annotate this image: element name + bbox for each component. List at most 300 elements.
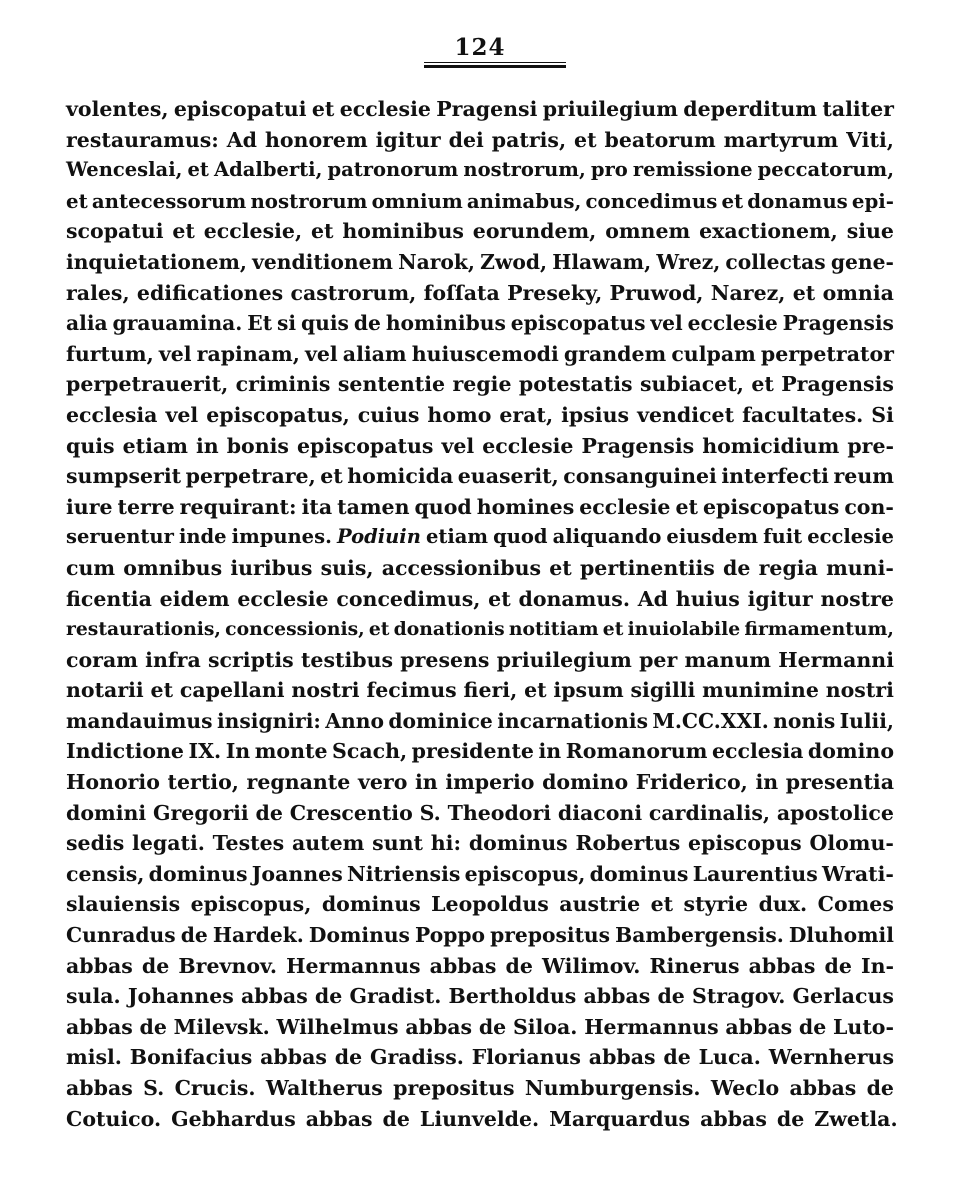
word: Milevsk. [173,1014,270,1039]
word: collectas [725,249,826,274]
word: Hlawam, [552,249,652,274]
word: Laurentius [692,861,818,886]
word: dei [448,127,484,152]
word: martyrum [723,127,839,152]
word: dux. [758,892,808,917]
word: homo [427,402,492,427]
word: donamus. [518,586,630,611]
word: vel [650,311,683,336]
word: muni- [826,555,894,580]
word: nostre [820,586,894,611]
word: abbas [748,953,816,978]
word: omnia [822,280,894,305]
text-line [66,951,894,982]
word: notitiam [508,618,599,641]
word: consanguinei [563,464,717,489]
header-rule-thin [424,62,566,63]
word: priuilegium [542,97,678,121]
word: ita [301,494,333,519]
word: episcopatus [297,433,434,458]
text-line [66,1042,894,1073]
word: facultates. [742,402,864,427]
text-line [66,767,894,798]
word: de [798,1014,827,1039]
text-line [66,553,894,584]
word: de [824,953,852,978]
text-line [66,431,894,462]
word: epi- [851,188,894,213]
word: Stragov. [692,984,786,1009]
word: igitur [375,127,441,152]
word: Wilhelmus [276,1014,399,1039]
word: vel [158,341,192,366]
word: pertinentiis [579,555,715,580]
word: testibus [300,647,394,672]
text-line [66,645,894,676]
word: de [866,1076,894,1100]
text-line [66,369,894,400]
word: abbas [429,953,497,978]
word: Olomu- [809,831,894,856]
word: Numburgensis. [524,1076,701,1100]
word: rapinam, [196,341,300,366]
word: Bambergensis. [615,923,784,948]
word: abbas [700,1106,767,1131]
word: venditionem [252,249,393,274]
word: Siloa. [512,1014,578,1039]
word: interfecti [721,464,829,489]
word: Hermannus [584,1014,719,1039]
word: de [776,1106,805,1131]
word: abbas [260,1045,327,1070]
word: Narok, [398,249,475,274]
word: pre- [847,433,894,458]
word: nostrorum [250,188,368,213]
page-number: 124 [454,34,506,61]
word: aliam [342,341,407,366]
word: Hardek. [212,923,304,948]
text-line [66,522,894,553]
word: omnium [371,188,463,213]
text-line [66,920,894,951]
word: presidente [411,739,534,764]
word: gene- [830,249,894,274]
word: firmamentum, [744,618,894,641]
word: Marquardus [549,1106,691,1131]
word: antecessorum [91,188,247,213]
word: euaserit, [457,464,559,489]
word: sula. [66,984,121,1009]
word: subiacet, [639,372,744,397]
word: dominus [468,831,568,856]
word: de [314,984,343,1009]
word: deperditum [683,97,817,121]
word: Crucis. [174,1076,256,1100]
word: imperio [445,770,535,795]
word: seruentur [66,525,174,549]
word: taliter [822,97,894,121]
word: episcopus, [190,892,312,917]
word: eorundem, [472,219,597,244]
word: beatorum [604,127,716,152]
word: cuius [357,402,420,427]
word: iure [66,494,113,519]
body-text [66,94,898,1134]
word: Luto- [833,1014,894,1039]
word: et [310,219,334,244]
word: et [320,464,343,489]
word: et [150,678,174,703]
word: notarii [66,678,144,703]
word: Gebhardus [171,1106,296,1131]
word: ecclesia [711,739,804,764]
word: et [524,678,547,703]
word: episcopus [688,831,802,856]
word: vel [165,402,199,427]
word: priuilegium [496,647,632,672]
text-line [66,798,894,829]
word: de [382,1106,410,1131]
text-line [66,247,894,278]
word: impunes. [231,525,332,549]
word: scopatui [66,219,164,244]
word: et [792,280,816,305]
word: M.CC.XXI. [652,708,769,733]
word: abbas [588,1045,656,1070]
header-rule-thick [424,65,566,68]
word: inquietationem, [66,249,247,274]
word: dominus [321,892,421,917]
word: Gradiss. [369,1045,464,1070]
word: pro [590,158,628,182]
word: sedis [66,831,125,856]
word: censis, [66,861,145,886]
text-line [66,859,894,890]
word: fieri, [463,678,518,703]
word: aliquando [552,525,662,549]
word: Waltherus [265,1076,383,1100]
word: inde [178,525,227,549]
word: S. [419,800,441,825]
word: et [187,158,209,182]
word: ficentia [66,586,152,611]
text-line [66,339,894,370]
text-line [66,1073,894,1104]
text-line [66,308,894,339]
word: et [650,892,674,917]
text-line [66,614,894,645]
word: erat, [499,402,554,427]
word: Joannes [251,861,343,886]
word: domino [542,770,629,795]
word: Wilimov. [542,953,641,978]
word: in [538,739,562,764]
word: Nitriensis [347,861,461,886]
word: presentia [785,770,894,795]
word: Narez, [710,280,786,305]
word: etiam [425,525,489,549]
word: Liunvelde. [419,1106,540,1131]
word: Cotuico. [66,1106,162,1131]
word: de [353,311,381,336]
word: honorem [264,127,368,152]
word: de [255,800,283,825]
word: abbas [789,1076,857,1100]
word: cardinalis, [648,800,771,825]
word: et [751,372,774,397]
word: Iulii, [839,708,894,733]
word: dominus [589,861,689,886]
text-line [66,1012,894,1043]
word: homines [476,494,575,519]
word: volentes, [66,97,169,121]
word: austrie [559,892,641,917]
word: Hermannus [286,953,421,978]
word: grauamina. [112,311,243,336]
word: slauiensis [66,892,181,917]
word: Gerlacus [792,984,894,1009]
word: et [488,586,511,611]
word: et [602,618,624,641]
word: Friderico, [635,770,748,795]
word: furtum, [66,341,154,366]
word: de [180,923,208,948]
word: concedimus, [336,586,481,611]
word: vero [357,770,408,795]
word: nostrorum, [463,158,586,182]
text-line [66,828,894,859]
word: Zwetla. [814,1106,898,1131]
word: In- [860,953,894,978]
word: etiam [122,433,188,458]
word: Dominus [308,923,410,948]
word: perpetrator [760,341,894,366]
word: Florianus [471,1045,581,1070]
word: vel [304,341,338,366]
word: hominibus [385,311,506,336]
text-line [66,981,894,1012]
word: accessionibus [381,555,542,580]
word: fuit [763,525,803,549]
word: huius [675,586,740,611]
word: Johannes [127,984,234,1009]
word: bonis [226,433,289,458]
word: requirant: [179,494,297,519]
word: regnante [246,770,351,795]
word: Ad [637,586,668,611]
word: iuribus [230,555,313,580]
word: Pragensis [781,372,894,397]
word: sumpserit [66,464,182,489]
word: presens [400,647,490,672]
word: nonis [773,708,836,733]
text-line [66,216,894,247]
word: prepositus [393,1076,515,1100]
word: et [172,219,195,244]
word: homicidium [702,433,840,458]
word: regia [758,555,818,580]
text-line [66,1104,898,1135]
text-line [66,706,894,737]
word: vendicet [637,402,735,427]
word: Bertholdus [448,984,577,1009]
word: rales, [66,280,130,305]
word: criminis [235,372,331,397]
word: de [478,1014,507,1039]
word: in [755,770,779,795]
word: coram [66,647,138,672]
word: manum [684,647,771,672]
word: misl. [66,1045,122,1070]
word: exactionem, [699,219,838,244]
word: animabus, [466,188,582,213]
word: quis [66,433,115,458]
word: abbas [725,1014,793,1039]
word: ecclesie [807,525,894,549]
word: hi: [430,831,462,856]
word: de [139,1014,167,1039]
word: Cunradus [66,923,176,948]
word: ecclesie [237,586,329,611]
word: quis [300,311,349,336]
word: mandauimus [66,708,213,733]
word: Zwod, [480,249,548,274]
text-line [66,278,894,309]
word: castrorum, [290,280,417,305]
text-line [66,400,894,431]
word: Comes [817,892,894,917]
word: igitur [747,586,813,611]
word: ecclesie [687,311,778,336]
word: reum [833,464,894,489]
word: Weclo [710,1076,780,1100]
word: de [505,953,533,978]
word: Indictione [66,739,184,764]
word: con- [844,494,894,519]
word: sigilli [630,678,696,703]
word: Ad [226,127,258,152]
word: ipsum [553,678,624,703]
word: cum [66,555,116,580]
word: prepositus [490,923,611,948]
word: et [368,618,390,641]
word: abbas [66,1076,133,1100]
word: dominus [148,861,248,886]
word: per [639,647,678,672]
word: Preseky, [507,280,603,305]
word: et [66,188,88,213]
word: sententie [337,372,446,397]
word: abbas [405,1014,473,1039]
word: et [311,97,335,121]
word: capellani [179,678,285,703]
word: et [721,188,744,213]
word: Podiuin [336,525,421,549]
word: Romanorum [565,739,708,764]
word: diaconi [557,800,643,825]
word: infra [145,647,201,672]
word: siue [846,219,894,244]
word: tertio, [167,770,239,795]
word: legati. [132,831,205,856]
word: culpam [671,341,756,366]
word: Anno [325,708,384,733]
word: episcopatus [510,311,646,336]
text-line [66,889,894,920]
word: quod [493,525,548,549]
word: et [549,555,572,580]
word: ecclesie [579,494,671,519]
word: tamen [337,494,410,519]
word: styrie [683,892,749,917]
word: patris, [491,127,567,152]
word: concessionis, [225,618,365,641]
word: eiusdem [666,525,759,549]
word: In [225,739,251,764]
word: peccatorum, [757,158,894,182]
word: in [195,433,219,458]
word: ecclesie [482,433,574,458]
word: quod [414,494,472,519]
word: remissione [632,158,753,182]
word: Wrez, [656,249,721,274]
word: foſſata [423,280,500,305]
word: Gradist. [349,984,442,1009]
word: grandem [563,341,667,366]
word: Viti, [846,127,894,152]
word: Si [871,402,894,427]
word: episcopus, [464,861,586,886]
word: perpetrauerit, [66,372,229,397]
word: et [574,127,597,152]
word: de [723,555,751,580]
text-line [66,125,894,156]
word: vel [441,433,475,458]
word: si [276,311,297,336]
word: Dluhomil [788,923,894,948]
word: perpetrare, [185,464,316,489]
word: donationis [393,618,505,641]
word: Brevnov. [178,953,278,978]
word: concedimus [585,188,718,213]
word: Scach, [332,739,408,764]
word: hominibus [342,219,464,244]
word: Testes [212,831,285,856]
word: ipsius [561,402,630,427]
word: Leopoldus [431,892,549,917]
word: nostri [825,678,894,703]
word: abbas [66,953,133,978]
word: fecimus [366,678,457,703]
word: Gregorii [152,800,249,825]
word: et [675,494,698,519]
word: episcopatui [173,97,307,121]
word: abbas [583,984,651,1009]
word: ecclesia [66,402,158,427]
word: scriptis [207,647,294,672]
word: donamus [747,188,848,213]
word: edificationes [136,280,284,305]
word: dominice [388,708,493,733]
word: ecclesie, [203,219,303,244]
word: abbas [240,984,308,1009]
text-line [66,155,894,186]
word: de [141,953,170,978]
word: domini [66,800,147,825]
text-line [66,94,894,125]
word: de [334,1045,363,1070]
word: episcopatus [702,494,840,519]
